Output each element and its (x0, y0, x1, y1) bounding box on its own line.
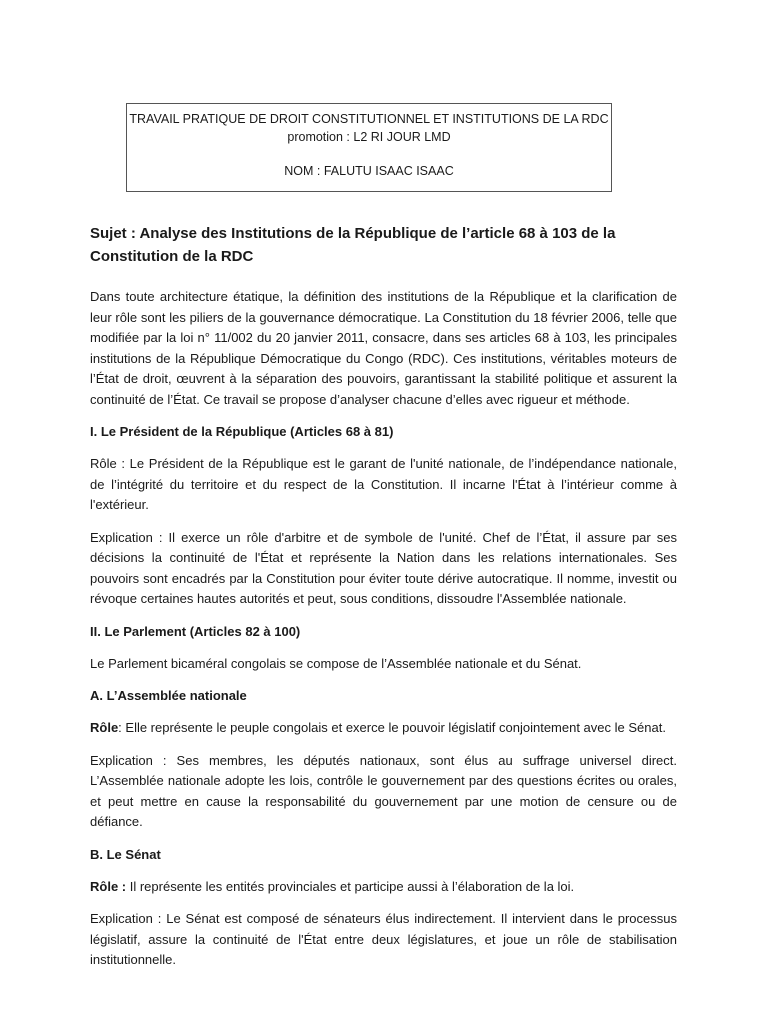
header-gap (127, 146, 611, 162)
assemblee-role-text: : Elle représente le peuple congolais et exerce le pouvoir législatif conjointement avec le Sénat. (118, 720, 666, 735)
subsection-assemblee-role (90, 718, 677, 739)
senat-role-label: Rôle : (90, 878, 127, 894)
section-president-title: I. Le Président de la République (Articles 68 à 81) (90, 424, 394, 439)
assemblee-role-label: Rôle (90, 720, 119, 735)
subsection-senat-title: B. Le Sénat (90, 846, 161, 862)
header-box (126, 103, 612, 192)
subject-heading: Sujet : Analyse des Institutions de la République de l’article 68 à 103 de la Constitution de la RDC (90, 225, 616, 265)
subsection-senat-role (90, 877, 677, 898)
header-title: TRAVAIL PRATIQUE DE DROIT CONSTITUTIONNEL ET INSTITUTIONS DE LA RDC (129, 112, 609, 126)
header-name: NOM : FALUTU ISAAC ISAAC (284, 164, 454, 178)
section-parlement-intro: Le Parlement bicaméral congolais se compose de l’Assemblée nationale et du Sénat. (90, 655, 582, 671)
section-president-explication: Explication : Il exerce un rôle d'arbitre et de symbole de l'unité. Chef de l’État, il assure par ses décisions la continuité de l'État et représente la Nation dans les relations internationales. Ses pouvoirs sont encadrés par la Constitution pour éviter toute dérive autocratique. Il nomme, investit ou révoque certaines hautes autorités et peut, sous conditions, dissoudre l'Assemblée nationale. (90, 529, 677, 606)
document-body (90, 222, 677, 983)
section-president-role: Rôle : Le Président de la République est le garant de l'unité nationale, de l’indépendance nationale, de l’intégrité du territoire et du respect de la Constitution. Il incarne l'État à l’intérieur comme à l'extérieur. (90, 456, 677, 512)
subsection-senat-explication: Explication : Le Sénat est composé de sénateurs élus indirectement. Il intervient dans le processus législatif, assure la continuité de l'État entre deux législatures, et joue un rôle de stabilisation institutionnelle. (90, 911, 677, 967)
subsection-assemblee-explication: Explication : Ses membres, les députés nationaux, sont élus au suffrage universel direct. L’Assemblée nationale adopte les lois, contrôle le gouvernement par des questions écrites ou orales, et peut mettre en cause la responsabilité du gouvernement par une motion de censure ou de défiance. (90, 752, 677, 829)
senat-role-text: Il représente les entités provinciales et participe aussi à l’élaboration de la loi. (126, 878, 575, 894)
section-parlement-title: II. Le Parlement (Articles 82 à 100) (90, 623, 301, 639)
header-promotion: promotion : L2 RI JOUR LMD (287, 130, 451, 144)
subsection-assemblee-title: A. L’Assemblée nationale (90, 688, 247, 703)
intro-paragraph: Dans toute architecture étatique, la définition des institutions de la République et la clarification de leur rôle sont les piliers de la gouvernance démocratique. La Constitution du 18 février 2006, telle que modifiée par la loi n° 11/002 du 20 janvier 2011, consacre, dans ses articles 68 à 103, les principales institutions de la République Démocratique du Congo (RDC). Ces institutions, véritables moteurs de l’État de droit, œuvrent à la séparation des pouvoirs, garantissant la stabilité politique et assurent la continuité de l’État. Ce travail se propose d’analyser chacune d’elles avec rigueur et méthode. (90, 289, 677, 407)
